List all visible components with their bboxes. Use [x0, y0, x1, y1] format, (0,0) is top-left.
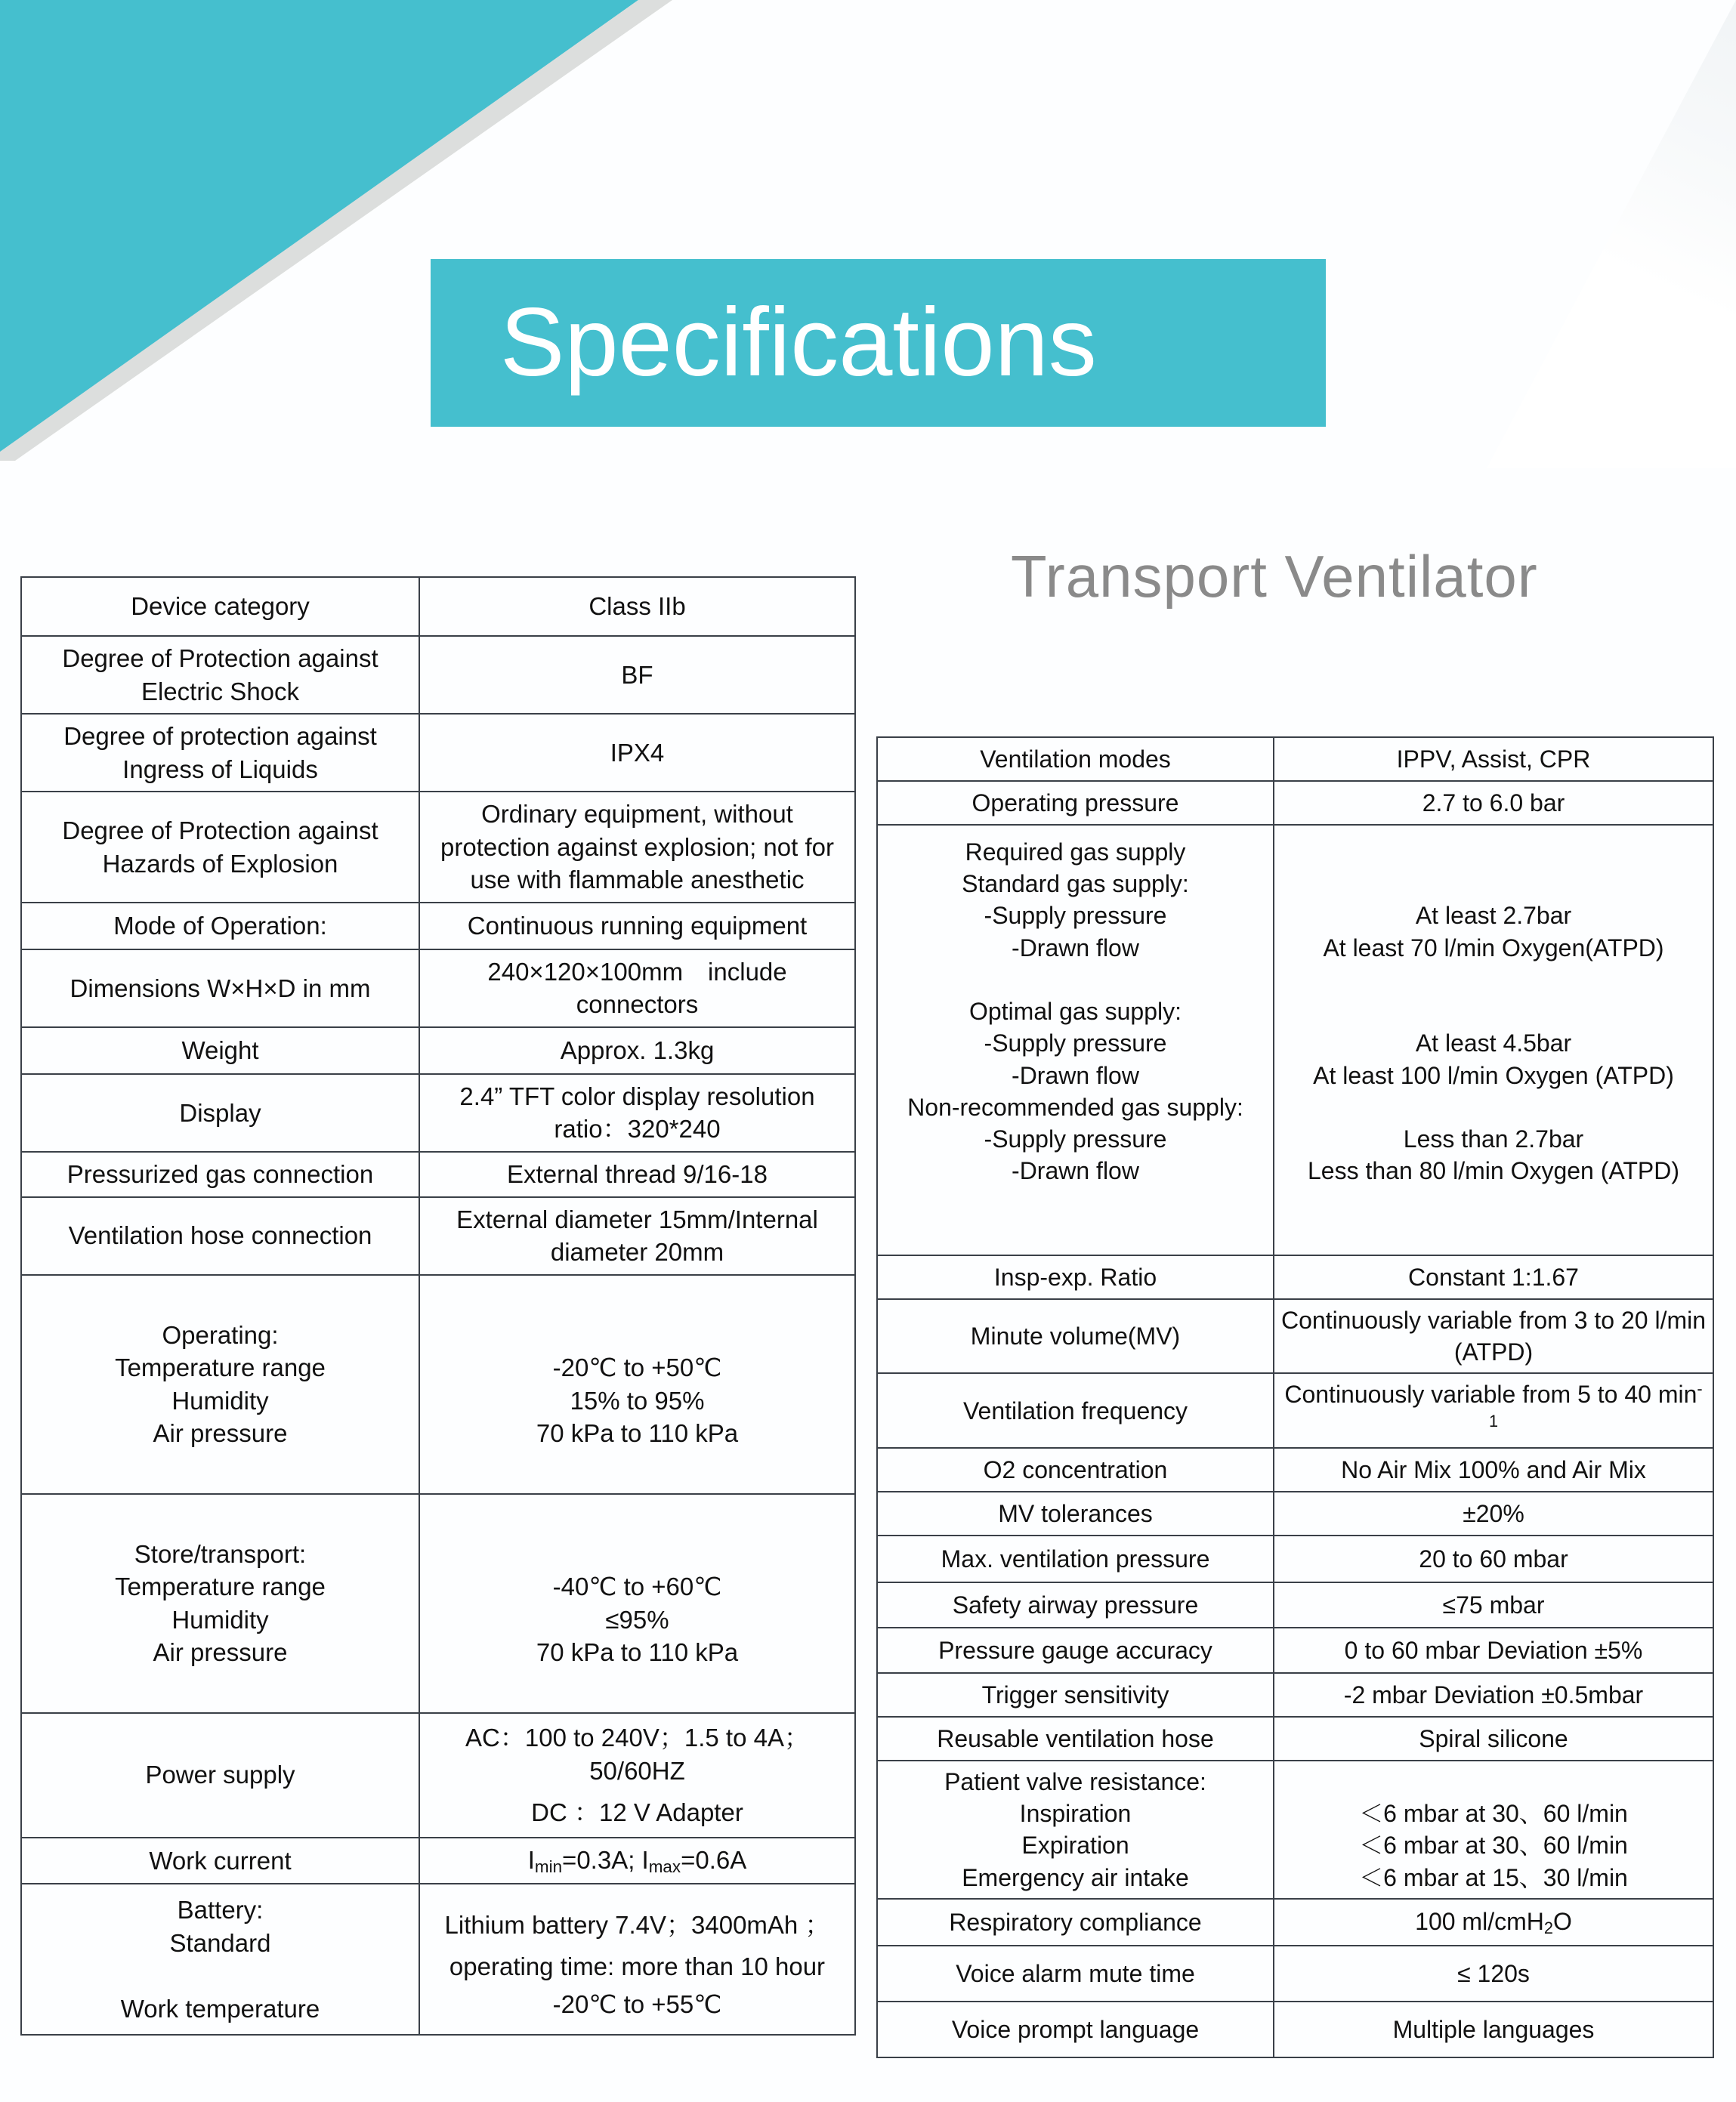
spec-value: Lithium battery 7.4V；3400mAh ； operating time: more than 10 hour -20℃ to +55℃	[419, 1884, 855, 2035]
table-row	[877, 1536, 1713, 1582]
spec-key: O2 concentration	[877, 1448, 1274, 1492]
table-row	[21, 1275, 855, 1494]
table-row	[877, 825, 1713, 1255]
table-row	[21, 1027, 855, 1074]
table-row	[21, 1074, 855, 1152]
spec-value: 240×120×100mm include connectors	[419, 949, 855, 1027]
table-row	[877, 2002, 1713, 2057]
spec-value: -2 mbar Deviation ±0.5mbar	[1274, 1673, 1713, 1717]
page-title: Transport Ventilator	[1011, 543, 1538, 610]
spec-key: Battery: Standard Work temperature	[21, 1884, 419, 2035]
spec-key: Ventilation hose connection	[21, 1197, 419, 1275]
spec-key: Patient valve resistance: Inspiration Expiration Emergency air intake	[877, 1761, 1274, 1899]
specifications-title: Specifications	[500, 289, 1097, 397]
table-row	[877, 781, 1713, 825]
spec-key: Operating pressure	[877, 781, 1274, 825]
spec-value: ＜6 mbar at 30、60 l/min ＜6 mbar at 30、60 l/min ＜6 mbar at 15、30 l/min	[1274, 1761, 1713, 1899]
table-row	[21, 1152, 855, 1197]
spec-value: Class IIb	[419, 577, 855, 636]
table-row	[877, 1255, 1713, 1299]
spec-key: Degree of Protection against Electric Shock	[21, 636, 419, 714]
spec-key: Work current	[21, 1838, 419, 1884]
table-row	[21, 949, 855, 1027]
spec-value: 100 ml/cmH$_2$O	[1274, 1899, 1713, 1946]
spec-key: Device category	[21, 577, 419, 636]
spec-value: Spiral silicone	[1274, 1717, 1713, 1761]
spec-key: Ventilation modes	[877, 737, 1274, 781]
table-row	[877, 1946, 1713, 2002]
spec-key: Trigger sensitivity	[877, 1673, 1274, 1717]
spec-value: IPPV, Assist, CPR	[1274, 737, 1713, 781]
table-row	[877, 1299, 1713, 1373]
spec-key: Required gas supply Standard gas supply: -Supply pressure -Drawn flow Optimal gas supply: -Supply pressure -Drawn flow Non-recommended gas supply: -Supply pressure -Drawn flow	[877, 825, 1274, 1255]
spec-key: Pressure gauge accuracy	[877, 1628, 1274, 1673]
table-row	[21, 1494, 855, 1713]
spec-key: Voice alarm mute time	[877, 1946, 1274, 2002]
table-row	[877, 1373, 1713, 1447]
table-row	[21, 903, 855, 949]
spec-value: Continuously variable from 5 to 40 $\min^{-1}$	[1274, 1373, 1713, 1447]
spec-value: -20℃ to +50℃ 15% to 95% 70 kPa to 110 kPa	[419, 1275, 855, 1494]
spec-value: No Air Mix 100% and Air Mix	[1274, 1448, 1713, 1492]
ventilator-specifications-table	[876, 736, 1714, 2058]
spec-key: Weight	[21, 1027, 419, 1074]
spec-key: Minute volume(MV)	[877, 1299, 1274, 1373]
table-row	[21, 1197, 855, 1275]
spec-value: Approx. 1.3kg	[419, 1027, 855, 1074]
spec-key: Insp-exp. Ratio	[877, 1255, 1274, 1299]
spec-key: Dimensions W×H×D in mm	[21, 949, 419, 1027]
table-row	[877, 1628, 1713, 1673]
spec-value: Ordinary equipment, without protection against explosion; not for use with flammable anesthetic	[419, 792, 855, 903]
table-row	[877, 1899, 1713, 1946]
spec-key: Operating: Temperature range Humidity Air pressure	[21, 1275, 419, 1494]
spec-value: ±20%	[1274, 1492, 1713, 1536]
spec-key: Voice prompt language	[877, 2002, 1274, 2057]
spec-key: Max. ventilation pressure	[877, 1536, 1274, 1582]
spec-value: ≤ 120s	[1274, 1946, 1713, 2002]
spec-value: Continuous running equipment	[419, 903, 855, 949]
spec-key: Display	[21, 1074, 419, 1152]
table-row	[21, 1884, 855, 2035]
specifications-banner	[431, 259, 1326, 427]
spec-value: BF	[419, 636, 855, 714]
table-row	[21, 792, 855, 903]
table-row	[21, 1838, 855, 1884]
table-row	[877, 1673, 1713, 1717]
table-row	[877, 1582, 1713, 1628]
device-specifications-table	[20, 576, 856, 2036]
spec-value: At least 2.7bar At least 70 l/min Oxygen(ATPD) At least 4.5bar At least 100 l/min Oxygen (ATPD) Less than 2.7bar Less than 80 l/min Oxygen (ATPD)	[1274, 825, 1713, 1255]
table-row	[877, 1448, 1713, 1492]
spec-key: Safety airway pressure	[877, 1582, 1274, 1628]
spec-value: ≤75 mbar	[1274, 1582, 1713, 1628]
table-row	[877, 737, 1713, 781]
spec-value: 0 to 60 mbar Deviation ±5%	[1274, 1628, 1713, 1673]
spec-value: Constant 1:1.67	[1274, 1255, 1713, 1299]
spec-value: Continuously variable from 3 to 20 l/min (ATPD)	[1274, 1299, 1713, 1373]
spec-value: $I_{min}=0.3A$; $I_{max}=0.6A$	[419, 1838, 855, 1884]
spec-key: Respiratory compliance	[877, 1899, 1274, 1946]
spec-value: External diameter 15mm/Internal diameter 20mm	[419, 1197, 855, 1275]
spec-key: Degree of protection against Ingress of Liquids	[21, 714, 419, 792]
spec-key: Mode of Operation:	[21, 903, 419, 949]
table-row	[21, 1713, 855, 1838]
top-right-corner-fade	[1487, 0, 1736, 468]
table-row	[877, 1761, 1713, 1899]
spec-key: Ventilation frequency	[877, 1373, 1274, 1447]
table-row	[877, 1492, 1713, 1536]
spec-value: IPX4	[419, 714, 855, 792]
spec-key: MV tolerances	[877, 1492, 1274, 1536]
table-row	[21, 577, 855, 636]
table-row	[21, 636, 855, 714]
spec-value: AC：100 to 240V；1.5 to 4A；50/60HZ DC ：12 V Adapter	[419, 1713, 855, 1838]
spec-value: 2.4” TFT color display resolution ratio：320*240	[419, 1074, 855, 1152]
spec-key: Power supply	[21, 1713, 419, 1838]
spec-value: External thread 9/16-18	[419, 1152, 855, 1197]
spec-value: -40℃ to +60℃ ≤95% 70 kPa to 110 kPa	[419, 1494, 855, 1713]
spec-value: Multiple languages	[1274, 2002, 1713, 2057]
spec-value: 2.7 to 6.0 bar	[1274, 781, 1713, 825]
spec-key: Pressurized gas connection	[21, 1152, 419, 1197]
spec-key: Degree of Protection against Hazards of Explosion	[21, 792, 419, 903]
table-row	[877, 1717, 1713, 1761]
spec-key: Store/transport: Temperature range Humidity Air pressure	[21, 1494, 419, 1713]
spec-key: Reusable ventilation hose	[877, 1717, 1274, 1761]
spec-value: 20 to 60 mbar	[1274, 1536, 1713, 1582]
table-row	[21, 714, 855, 792]
